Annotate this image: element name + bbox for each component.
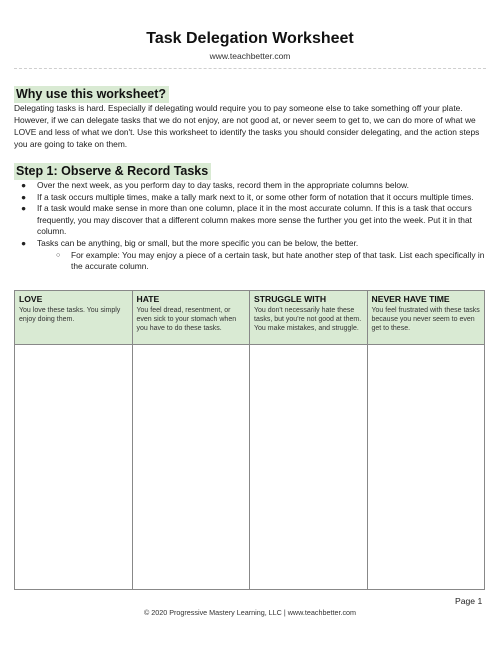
- sub-bullet-text: For example: You may enjoy a piece of a certain task, but hate another step of that task. List each specifically in the accurate column.: [71, 249, 485, 272]
- website-url: www.teachbetter.com: [209, 51, 291, 61]
- step1-heading: Step 1: Observe & Record Tasks: [14, 163, 211, 180]
- column-header: [133, 291, 250, 345]
- header-divider: [14, 68, 486, 69]
- bullet-icon: ●: [21, 237, 27, 248]
- column-description: You love these tasks. You simply enjoy doing them.: [19, 307, 121, 323]
- list-item: [14, 192, 488, 204]
- bullet-text: Tasks can be anything, big or small, but the more specific you can be below, the better.: [37, 237, 359, 248]
- list-item: [37, 250, 488, 273]
- column-writing-area[interactable]: [368, 345, 485, 589]
- bullet-icon: ●: [21, 191, 27, 202]
- bullet-text: If a task occurs multiple times, make a tally mark next to it, or some other form of notation that it occurs multiple times.: [37, 191, 474, 202]
- column-header: [368, 291, 485, 345]
- bullet-icon: ●: [21, 203, 27, 214]
- list-item: [14, 180, 488, 192]
- column-love: [15, 291, 133, 589]
- bullet-text: If a task would make sense in more than one column, place it in the most accurate column. If this is a task that occurs frequently, you may discover that a different column makes more sense the further you get into the week. Put it in that column.: [37, 203, 472, 237]
- list-item: [14, 203, 488, 238]
- why-heading: Why use this worksheet?: [14, 86, 169, 103]
- column-writing-area[interactable]: [133, 345, 250, 589]
- column-header: [250, 291, 367, 345]
- bullet-icon: ●: [21, 180, 27, 190]
- column-hate: [133, 291, 251, 589]
- page-title: Task Delegation Worksheet: [146, 30, 354, 47]
- step1-bullet-list: [14, 180, 488, 273]
- column-writing-area[interactable]: [15, 345, 132, 589]
- bullet-text: Over the next week, as you perform day to day tasks, record them in the appropriate columns below.: [37, 180, 409, 190]
- column-description: You don't necessarily hate these tasks, but you're not good at them. You make mistakes, and struggle.: [254, 307, 362, 332]
- hollow-bullet-icon: ○: [56, 251, 61, 259]
- column-description: You feel dread, resentment, or even sick to your stomach when you have to do these tasks.: [136, 307, 237, 332]
- page-number: Page 1: [455, 596, 483, 606]
- column-writing-area[interactable]: [250, 345, 367, 589]
- column-description: You feel frustrated with these tasks because you never seem to even get to these.: [371, 307, 480, 332]
- column-never-have-time: [368, 291, 485, 589]
- task-columns-table: [14, 290, 485, 590]
- list-item: [14, 238, 488, 273]
- why-paragraph: Delegating tasks is hard. Especially if delegating would require you to pay someone else to take something off your plate. However, if we can delegate tasks that we do not enjoy, are not good at, or never seem to get to, we can do more of what we LOVE and less of what we don't. Use this worksheet to identify the tasks you should consider delegating, and the action steps you are going to take on them.: [14, 103, 480, 149]
- column-struggle-with: [250, 291, 368, 589]
- footer-copyright: © 2020 Progressive Mastery Learning, LLC | www.teachbetter.com: [143, 608, 357, 617]
- column-title: NEVER HAVE TIME: [371, 294, 450, 304]
- column-header: [15, 291, 132, 345]
- sub-bullet-list: [37, 250, 488, 273]
- column-title: LOVE: [19, 294, 43, 304]
- column-title: HATE: [136, 294, 160, 304]
- column-title: STRUGGLE WITH: [254, 294, 327, 304]
